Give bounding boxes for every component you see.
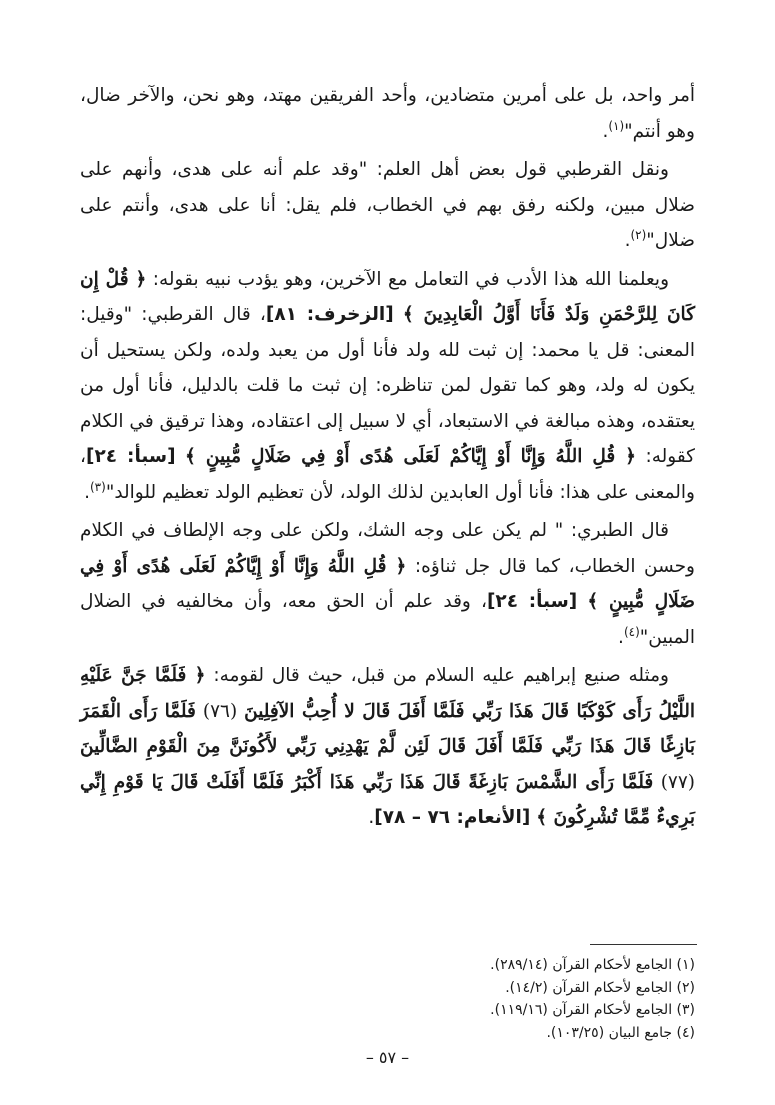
paragraph-text: قال الطبري: " لم يكن على وجه الشك، ولكن على وجه الإلطاف في الكلام وحسن الخطاب، كما قال جل ثناؤه: bbox=[80, 520, 695, 577]
paragraph-text: . bbox=[602, 120, 609, 142]
main-text bbox=[80, 78, 695, 839]
paragraph-text: أمر واحد، بل على أمرين متضادين، وأحد الفريقين مهتد، وهو نحن، والآخر ضال، وهو أنتم" bbox=[80, 85, 695, 142]
paragraph-text: . bbox=[84, 481, 90, 503]
paragraph-5 bbox=[80, 658, 695, 836]
paragraph-3 bbox=[80, 262, 695, 511]
quran-verse: فَلَمَّا رَأَى الْقَمَرَ بَازِغًا قَالَ هَذَا رَبِّي فَلَمَّا أَفَلَ قَالَ لَئِن لَّمْ يَهْدِنِي رَبِّي لأَكُونَنَّ مِنَ الْقَوْمِ الضَّالِّينَ bbox=[80, 700, 695, 757]
footnote-ref[interactable]: (٣) bbox=[89, 479, 106, 494]
footnote-ref[interactable]: (١) bbox=[608, 118, 625, 133]
ayah-number-ornament: (٧٦) bbox=[202, 700, 238, 722]
paragraph-text: . bbox=[624, 230, 631, 251]
paragraph-text: ، وقد علم أن الحق معه، وأن مخالفيه في الضلال المبين" bbox=[80, 591, 695, 648]
footnote: (٢) الجامع لأحكام القرآن (١٤/٢). bbox=[505, 979, 695, 996]
footnote: (١) الجامع لأحكام القرآن (٢٨٩/١٤). bbox=[490, 957, 695, 973]
quran-verse: ﴿ قُلِ اللَّهُ وَإِنَّا أَوْ إِيَّاكُمْ لَعَلَى هُدًى أَوْ فِي ضَلَالٍ مُّبِينٍ ﴾ bbox=[80, 555, 695, 612]
footnote: (٤) جامع البيان (١٠٣/٢٥). bbox=[546, 1024, 695, 1041]
verse-reference: [سبأ: ٢٤] bbox=[486, 591, 578, 612]
verse-reference: [الأنعام: ٧٦ – ٧٨] bbox=[374, 807, 531, 828]
quran-verse: ﴿ قُلِ اللَّهُ وَإِنَّا أَوْ إِيَّاكُمْ لَعَلَى هُدًى أَوْ فِي ضَلَالٍ مُّبِينٍ ﴾ bbox=[185, 446, 637, 467]
paragraph-text: ويعلمنا الله هذا الأدب في التعامل مع الآخرين، وهو يؤدب نبيه بقوله: bbox=[152, 268, 670, 290]
paragraph-text: . bbox=[368, 807, 375, 828]
paragraph-text: . bbox=[618, 626, 624, 648]
footnote: (٣) الجامع لأحكام القرآن (١١٩/١٦). bbox=[490, 1002, 695, 1018]
page-number: – ٥٧ – bbox=[365, 1048, 410, 1067]
paragraph-2 bbox=[80, 152, 695, 259]
paragraph-1 bbox=[80, 78, 695, 149]
footnotes bbox=[295, 954, 695, 1044]
ayah-number-ornament: (٧٧) bbox=[660, 771, 695, 793]
footnote-ref[interactable]: (٤) bbox=[623, 624, 640, 639]
paragraph-4 bbox=[80, 513, 695, 655]
paragraph-text: ، قال القرطبي: "وقيل: المعنى: قل يا محمد: إن ثبت لله ولد فأنا أول من يعبد ولده، ولكن يستحيل أن يكون له ولد، وهو كما تقول لمن تناظره: إن ثبت ما قلت بالدليل، فأنا أول من يعتقده، وهذه مبالغة في الاستبعاد، أي لا سبيل إلى اعتقاده، وهذا ترقيق في الكلام كقوله: bbox=[80, 304, 695, 467]
quran-verse: ﴿ فَلَمَّا جَنَّ عَلَيْهِ اللَّيْلُ رَأَى كَوْكَبًا قَالَ هَذَا رَبِّي فَلَمَّا أَفَلَ قَالَ لا أُحِبُّ الآفِلِينَ bbox=[80, 665, 695, 722]
footnote-divider bbox=[590, 944, 697, 945]
footnote-ref[interactable]: (٢) bbox=[630, 227, 647, 242]
verse-reference: [سبأ: ٢٤] bbox=[85, 446, 176, 467]
paragraph-text: ومثله صنيع إبراهيم عليه السلام من قبل، حيث قال لقومه: bbox=[213, 665, 669, 686]
paragraph-text: ، والمعنى على هذا: فأنا أول العابدين لذلك الولد، لأن تعظيم الولد تعظيم للوالد" bbox=[80, 446, 695, 503]
quran-verse: فَلَمَّا رَأَى الشَّمْسَ بَازِغَةً قَالَ هَذَا رَبِّي هَذَا أَكْبَرُ فَلَمَّا أَفَلَتْ قَالَ يَا قَوْمِ إِنِّي بَرِيءٌ مِّمَّا تُشْرِكُونَ ﴾ bbox=[80, 771, 695, 828]
quran-verse: ﴿ قُلْ إِن كَانَ لِلرَّحْمَنِ وَلَدٌ فَأَنَا أَوَّلُ الْعَابِدِينَ ﴾ bbox=[80, 268, 696, 325]
paragraph-text: ونقل القرطبي قول بعض أهل العلم: "وقد علم أنه على هدى، وأنهم على ضلال مبين، ولكنه رفق بهم في الخطاب، فلم يقل: أنا على هدى، وأنتم على ضلال" bbox=[80, 159, 695, 251]
verse-reference: [الزخرف: ٨١] bbox=[265, 304, 394, 325]
